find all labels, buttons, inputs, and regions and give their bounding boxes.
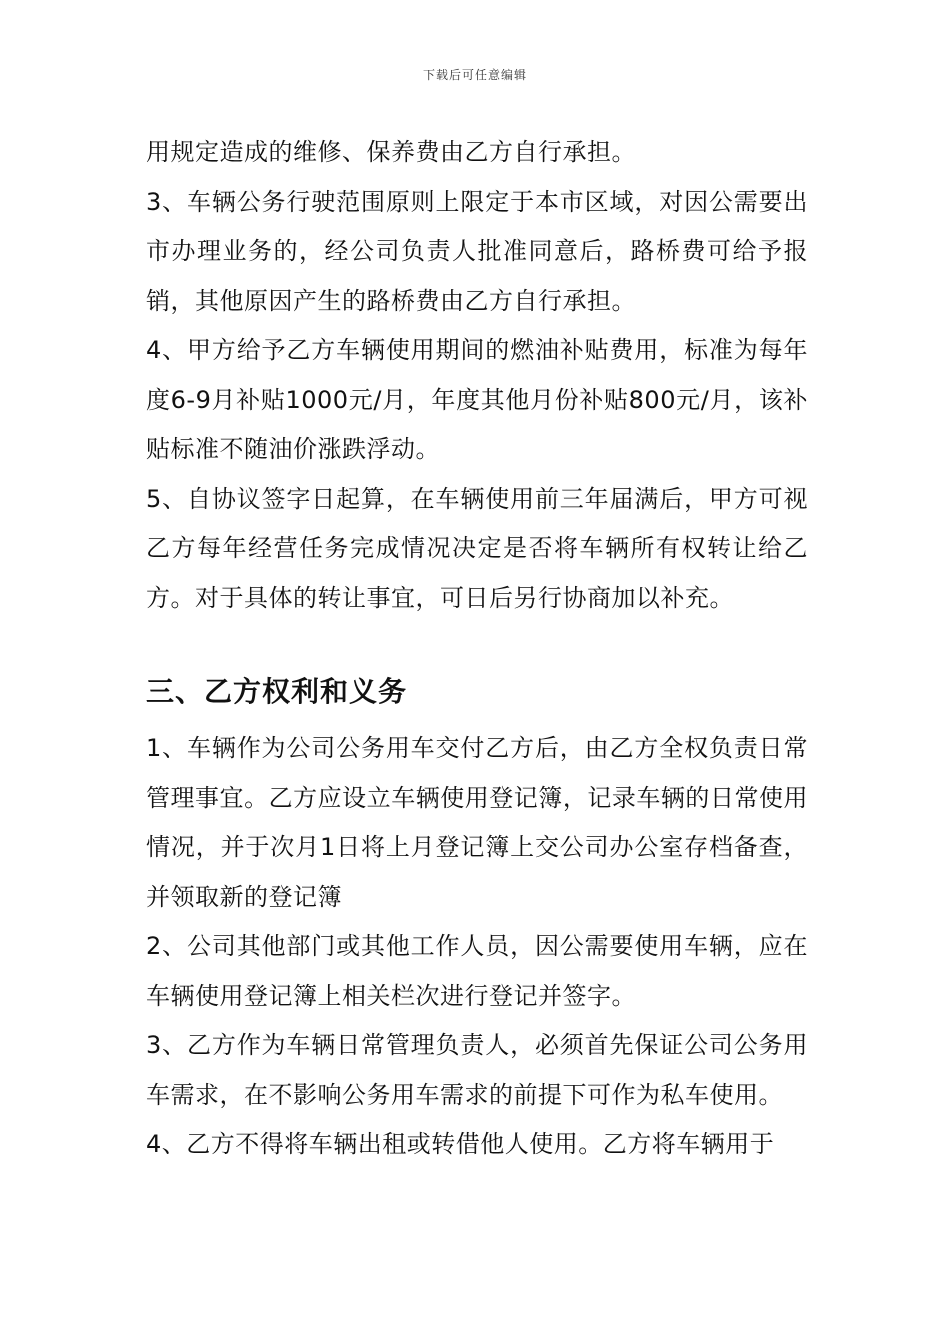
paragraph: 1、车辆作为公司公务用车交付乙方后，由乙方全权负责日常管理事宜。乙方应设立车辆使用登记簿，记录车辆的日常使用情况，并于次月1日将上月登记簿上交公司办公室存档备查，并领取新的登记簿	[146, 734, 808, 911]
paragraph: 4、乙方不得将车辆出租或转借他人使用。乙方将车辆用于	[146, 1130, 775, 1158]
document-body	[146, 128, 808, 1170]
page-header: 下载后可任意编辑	[422, 68, 527, 82]
paragraph: 用规定造成的维修、保养费由乙方自行承担。	[146, 138, 636, 166]
paragraph: 5、自协议签字日起算，在车辆使用前三年届满后，甲方可视乙方每年经营任务完成情况决定是否将车辆所有权转让给乙方。对于具体的转让事宜，可日后另行协商加以补充。	[146, 484, 808, 612]
paragraph: 4、甲方给予乙方车辆使用期间的燃油补贴费用，标准为每年度6-9月补贴1000元/月，年度其他月份补贴800元/月，该补贴标准不随油价涨跌浮动。	[146, 336, 808, 463]
section-heading: 三、乙方权利和义务	[146, 675, 408, 708]
paragraph: 3、车辆公务行驶范围原则上限定于本市区域，对因公需要出市办理业务的，经公司负责人批准同意后，路桥费可给予报销，其他原因产生的路桥费由乙方自行承担。	[146, 187, 808, 315]
paragraph: 2、公司其他部门或其他工作人员，因公需要使用车辆，应在车辆使用登记簿上相关栏次进行登记并签字。	[146, 932, 808, 1010]
paragraph: 3、乙方作为车辆日常管理负责人，必须首先保证公司公务用车需求，在不影响公务用车需求的前提下可作为私车使用。	[146, 1031, 808, 1109]
